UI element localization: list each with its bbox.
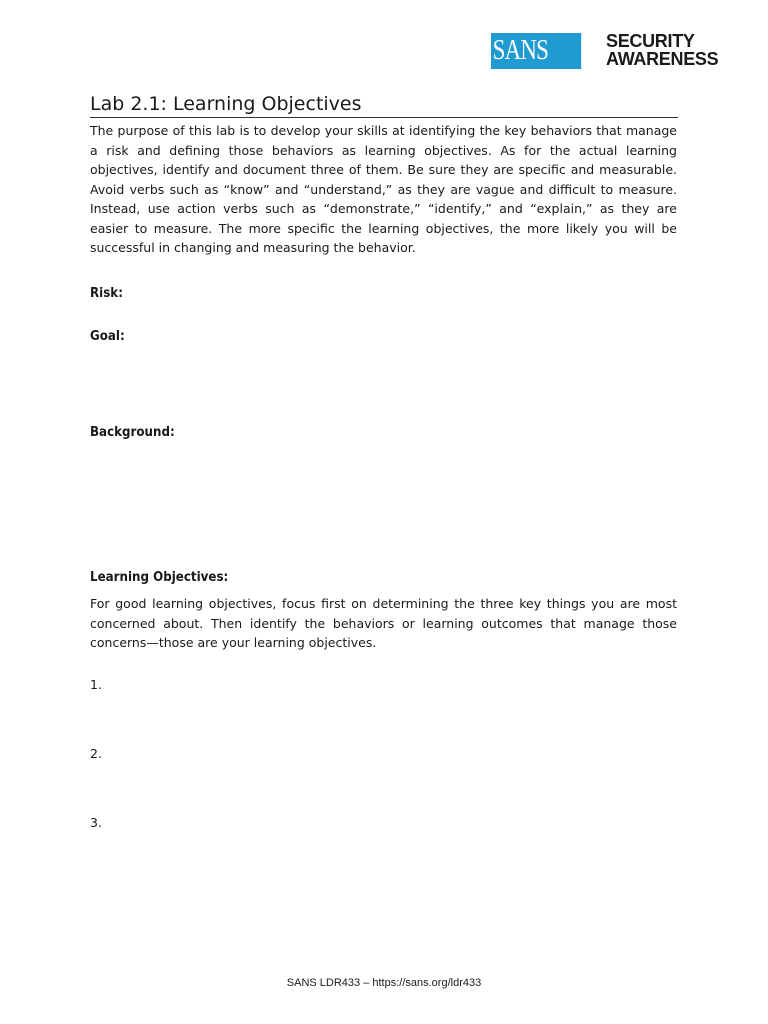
intro-paragraph: The purpose of this lab is to develop your skills at identifying the key behaviors that manage a risk and defining those behaviors as learning objectives. As for the actual learning objectives, identify and document three of them. Be sure they are specific and measurable. Avoid verbs such as “know” and “understand,” as they are vague and difficult to measure. Instead, use action verbs such as “demonstrate,” “identify,” and “explain,” as they are easier to measure. The more specific the learning objectives, the more likely you will be successful in changing and measuring the behavior. — [90, 123, 677, 255]
logo-line-security: SECURITY — [606, 31, 695, 51]
objective-number-3: 3. — [90, 815, 102, 830]
learning-objectives-label: Learning Objectives: — [90, 569, 229, 585]
goal-label: Goal: — [90, 328, 125, 344]
logo-wordmark — [606, 32, 718, 68]
objectives-paragraph: For good learning objectives, focus first on determining the three key things you are most concerned about. Then identify the behaviors or learning outcomes that manage those concerns—those are your learning objectives. — [90, 596, 677, 650]
risk-label: Risk: — [90, 285, 123, 301]
page-title: Lab 2.1: Learning Objectives — [90, 93, 678, 118]
logo-line-awareness: AWARENESS — [606, 49, 719, 69]
objective-number-2: 2. — [90, 746, 102, 761]
objective-number-1: 1. — [90, 677, 102, 692]
sans-logo-box: SANS — [491, 33, 581, 69]
background-label: Background: — [90, 424, 175, 440]
sans-security-awareness-logo — [491, 33, 721, 69]
page-footer: SANS LDR433 – https://sans.org/ldr433 — [286, 977, 482, 989]
